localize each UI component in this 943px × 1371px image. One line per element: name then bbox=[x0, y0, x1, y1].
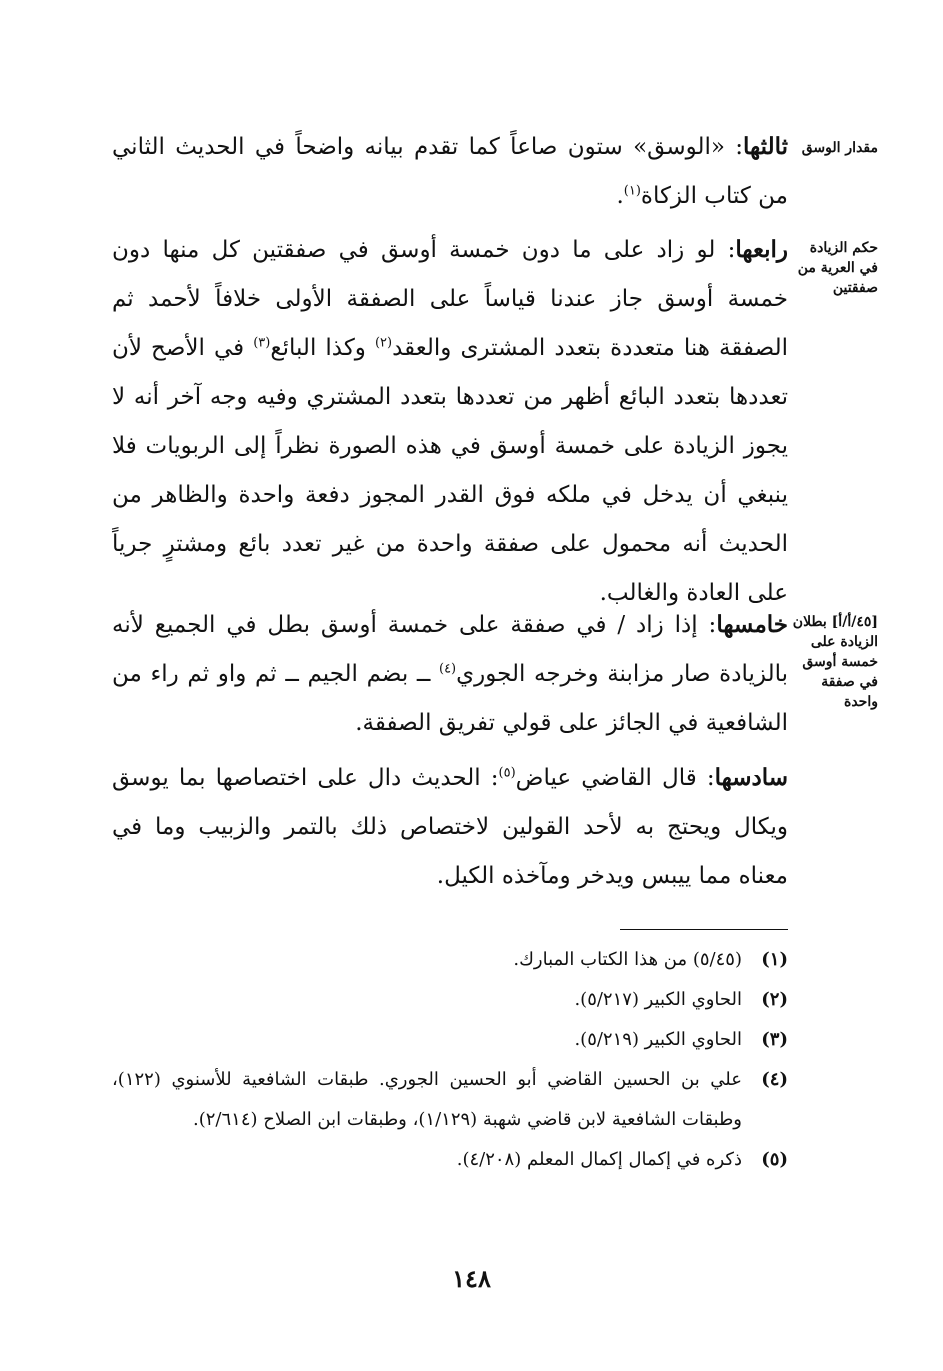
paragraph-lead: سادسها bbox=[714, 764, 788, 791]
footnote-text: الحاوي الكبير (٥/٢١٧). bbox=[574, 989, 742, 1010]
paragraph-lead: ثالثها bbox=[743, 133, 788, 160]
paragraph-body: : «الوسق» ستون صاعاً كما تقدم بيانه واضحاً في الحديث الثاني من كتاب الزكاة bbox=[112, 134, 788, 209]
footnote-divider bbox=[620, 929, 788, 930]
paragraph-lead: خامسها bbox=[716, 611, 788, 638]
footnotes bbox=[112, 940, 788, 1180]
footnote-item bbox=[112, 980, 788, 1020]
footnote-number: (٤) bbox=[761, 1069, 788, 1090]
paragraph-tail: . bbox=[616, 183, 624, 209]
footnote-text: الحاوي الكبير (٥/٢١٩). bbox=[574, 1029, 742, 1050]
paragraph-body: : إذا زاد / في صفقة على خمسة أوسق بطل في الجميع لأنه بالزيادة صار مزابنة وخرجه الجوري bbox=[112, 612, 788, 687]
footnote-item bbox=[112, 1020, 788, 1060]
paragraph-tail: وكذا البائع bbox=[270, 335, 375, 361]
footnote-text: علي بن الحسين القاضي أبو الحسين الجوري. طبقات الشافعية للأسنوي (١٢٢)، وطبقات الشافعية لابن قاضي شهبة (١/١٢٩)، وطبقات ابن الصلاح (٢/٦١٤). bbox=[112, 1069, 742, 1130]
footnote-text: (٥/٤٥) من هذا الكتاب المبارك. bbox=[513, 949, 742, 970]
paragraph-body: : لو زاد على ما دون خمسة أوسق في صفقتين كل منها دون خمسة أوسق جاز عندنا قياساً على الصفقة الأولى خلافاً لأحمد ثم الصفقة هنا متعددة بتعدد المشترى والعقد bbox=[112, 237, 788, 361]
margin-note-invalid-excess: [٤٥/أ/أ] بطلان الزيادة على خمسة أوسق في صفقة واحدة bbox=[792, 614, 878, 710]
paragraph-tail: في الأصح لأن تعددها بتعدد البائع أظهر من تعددها بتعدد المشتري وفيه وجه آخر أنه لا يجوز الزيادة على خمسة أوسق في هذه الصورة نظراً إلى الربويات فلا ينبغي أن يدخل في ملكه فوق القدر المجوز دفعة واحدة والظاهر من الحديث أنه محمول على صفقة واحدة من غير تعدد بائع ومشترٍ جرياً على العادة والغالب. bbox=[112, 335, 788, 606]
paragraph-text bbox=[112, 225, 788, 618]
footnote-ref[interactable]: (٥) bbox=[498, 765, 516, 781]
paragraph-tail: ــ بضم الجيم ــ ثم واو ثم راء من الشافعية في الجائز على قولي تفريق الصفقة. bbox=[112, 661, 788, 736]
paragraph-tail: : الحديث دال على اختصاصها بما يوسق ويكال ويحتج به لأحد القولين لاختصاص ذلك بالتمر والزبيب وما في معناه مما ييبس ويدخر ومآخذه الكيل. bbox=[112, 765, 788, 889]
paragraph-sixth bbox=[112, 753, 788, 901]
paragraph-text bbox=[112, 600, 788, 748]
footnote-number: (٢) bbox=[761, 989, 788, 1010]
footnote-text: ذكره في إكمال إكمال المعلم (٤/٢٠٨). bbox=[456, 1149, 742, 1170]
footnote-ref[interactable]: (٣) bbox=[253, 335, 271, 351]
margin-note-wasq: مقدار الوسق bbox=[801, 140, 878, 156]
footnote-item bbox=[112, 1060, 788, 1140]
paragraph-body: : قال القاضي عياض bbox=[515, 765, 715, 791]
footnote-ref[interactable]: (٤) bbox=[438, 661, 457, 677]
footnote-ref[interactable]: (١) bbox=[623, 183, 641, 199]
paragraph-fifth bbox=[112, 600, 788, 748]
footnote-number: (١) bbox=[761, 949, 788, 970]
page-number: ١٤٨ bbox=[452, 1264, 491, 1293]
footnote-item bbox=[112, 940, 788, 980]
paragraph-lead: رابعها bbox=[735, 236, 788, 263]
paragraph-third bbox=[112, 122, 788, 221]
footnote-item bbox=[112, 1140, 788, 1180]
paragraph-text bbox=[112, 122, 788, 221]
footnote-number: (٣) bbox=[761, 1029, 788, 1050]
footnote-number: (٥) bbox=[761, 1149, 788, 1170]
paragraph-text bbox=[112, 753, 788, 901]
footnote-ref[interactable]: (٢) bbox=[374, 335, 393, 351]
paragraph-fourth bbox=[112, 225, 788, 618]
margin-note-two-deals: حكم الزيادة في العرية من صفقتين bbox=[797, 240, 878, 296]
